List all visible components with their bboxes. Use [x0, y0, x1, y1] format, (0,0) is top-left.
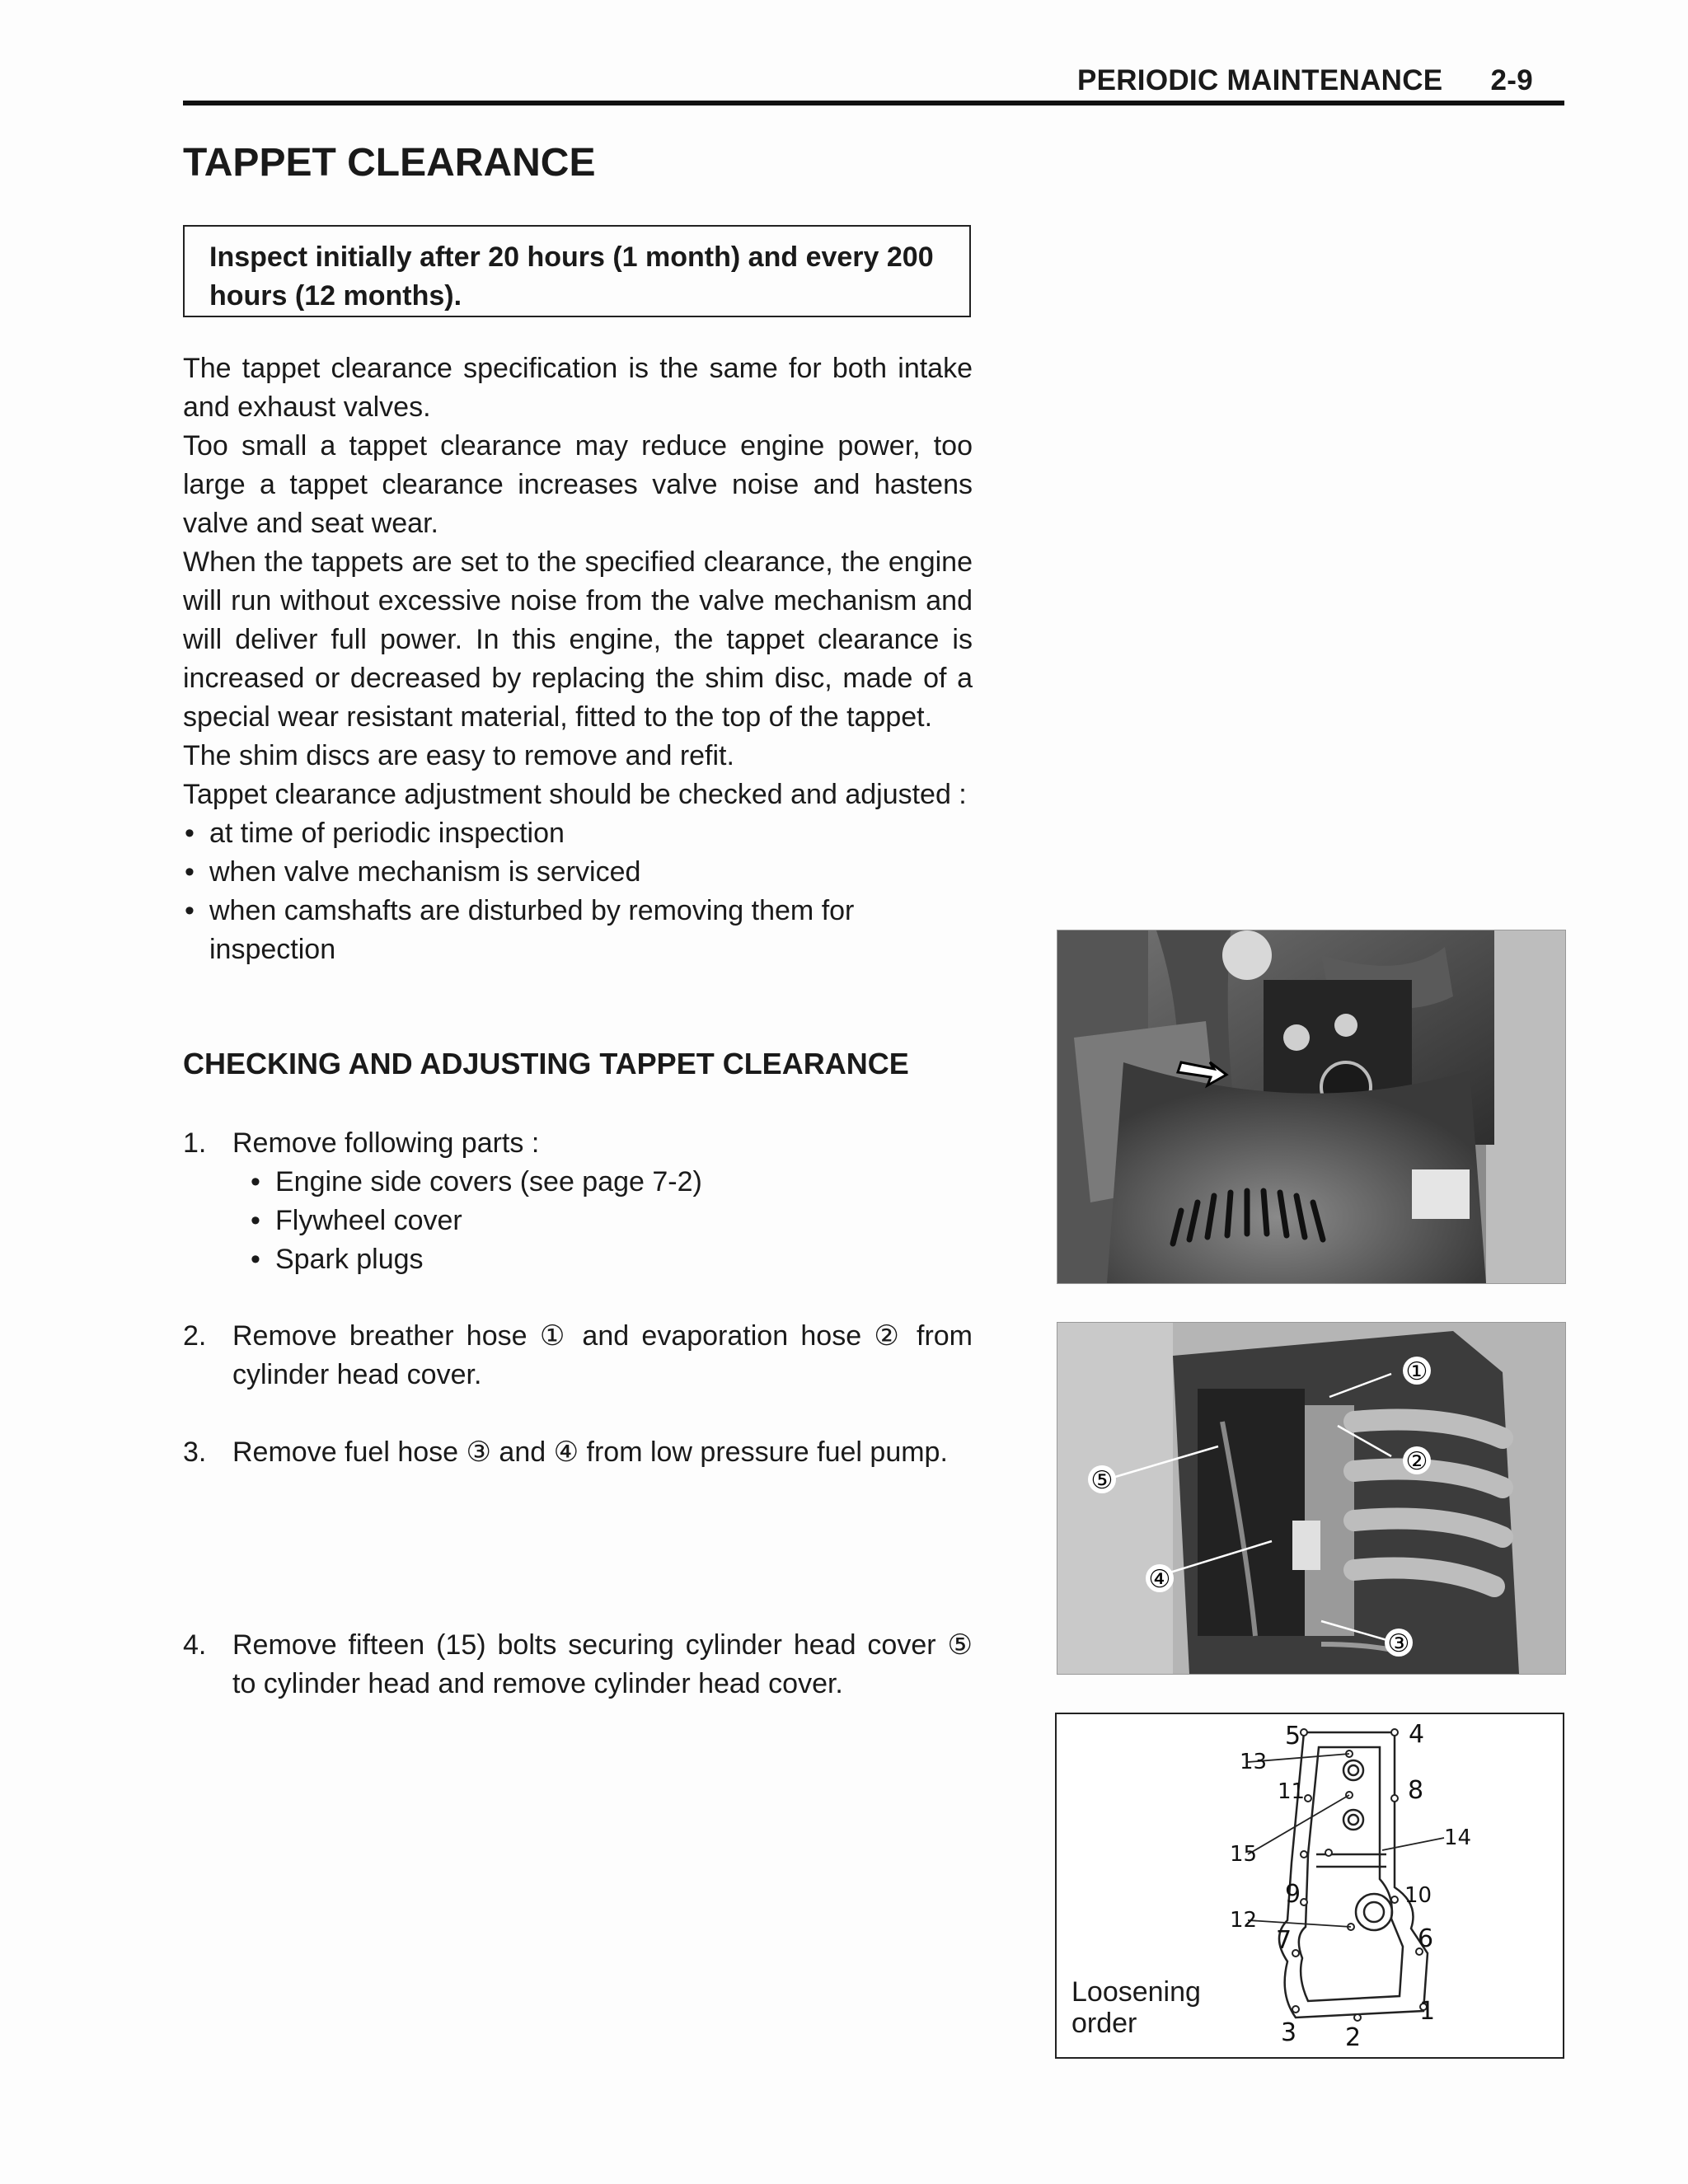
list-item: • at time of periodic inspection [183, 814, 973, 853]
section-heading: CHECKING AND ADJUSTING TAPPET CLEARANCE [183, 1047, 909, 1080]
bolt-label-10: 10 [1404, 1883, 1432, 1908]
intro-paragraph: Too small a tappet clearance may reduce engine power, too large a tappet clearance increases valve noise and hastens valve and seat wear. [183, 430, 973, 539]
step-text: Remove fuel hose ③ and ④ from low pressure fuel pump. [232, 1436, 948, 1468]
bolt-label-1: 1 [1419, 1997, 1436, 2026]
bolt-label-11: 11 [1278, 1779, 1306, 1804]
list-item: • Flywheel cover [251, 1202, 973, 1240]
list-item: • when camshafts are disturbed by removing them for inspection [183, 892, 973, 969]
page-title: TAPPET CLEARANCE [183, 141, 596, 185]
bolt-label-3: 3 [1281, 2018, 1297, 2047]
bolt-label-8: 8 [1408, 1776, 1424, 1805]
page-header [183, 64, 1564, 104]
callout-3: ③ [1387, 1629, 1410, 1658]
bolt-label-12: 12 [1230, 1908, 1258, 1933]
intro-paragraph: The shim discs are easy to remove and refit. [183, 740, 734, 771]
cylinder-head-photo [1057, 1322, 1566, 1675]
step-number: 4. [183, 1629, 207, 1661]
bolt-label-14: 14 [1444, 1825, 1472, 1850]
list-item: • Spark plugs [251, 1240, 973, 1279]
inspection-notice: Inspect initially after 20 hours (1 month) and every 200 hours (12 months). [183, 225, 971, 317]
bolt-label-9: 9 [1285, 1880, 1301, 1909]
bolt-label-6: 6 [1418, 1924, 1434, 1953]
bolt-label-5: 5 [1285, 1722, 1301, 1750]
adjustment-conditions [183, 814, 973, 969]
parts-list [183, 1163, 973, 1279]
bolt-label-15: 15 [1230, 1842, 1258, 1867]
callout-2: ② [1405, 1447, 1428, 1476]
callout-4: ④ [1148, 1565, 1171, 1594]
step-text: Remove breather hose ① and evaporation hose ② from cylinder head cover. [232, 1320, 973, 1390]
flywheel-cover-photo [1057, 930, 1566, 1284]
step-number: 3. [183, 1436, 207, 1468]
intro-paragraph: Tappet clearance adjustment should be checked and adjusted : [183, 779, 967, 810]
bolt-label-13: 13 [1240, 1750, 1268, 1774]
engine-photo-image [1057, 930, 1565, 1283]
bolt-label-2: 2 [1345, 2023, 1362, 2052]
page-number: 2-9 [1490, 64, 1533, 96]
section-title: PERIODIC MAINTENANCE [1076, 64, 1443, 96]
step-text: Remove following parts : [232, 1127, 540, 1159]
list-item: • Engine side covers (see page 7-2) [251, 1163, 973, 1202]
callout-5: ⑤ [1090, 1466, 1114, 1495]
cylinder-head-image [1057, 1323, 1565, 1674]
intro-text [183, 349, 973, 969]
intro-paragraph: When the tappets are set to the specified clearance, the engine will run without excessive noise from the valve mechanism and will deliver full power. In this engine, the tappet clearance is increased or decreased by replacing the shim disc, made of a special wear resistant material, fitted to the top of the tappet. [183, 546, 973, 733]
bolt-label-4: 4 [1409, 1720, 1425, 1749]
step-number: 2. [183, 1320, 207, 1352]
step-1 [183, 1124, 973, 1279]
diagram-caption: Loosening order [1071, 1976, 1201, 2039]
step-text: Remove fifteen (15) bolts securing cylinder head cover ⑤ to cylinder head and remove cylinder head cover. [232, 1629, 973, 1699]
step-4 [183, 1626, 973, 1704]
intro-paragraph: The tappet clearance specification is the same for both intake and exhaust valves. [183, 353, 973, 423]
step-2 [183, 1317, 973, 1394]
list-item: • when valve mechanism is serviced [183, 853, 973, 892]
callout-1: ① [1405, 1357, 1428, 1386]
bolt-label-7: 7 [1276, 1926, 1292, 1955]
header-rule [183, 101, 1564, 105]
step-number: 1. [183, 1127, 207, 1159]
step-3 [183, 1433, 973, 1472]
loosening-order-diagram [1055, 1713, 1564, 2059]
